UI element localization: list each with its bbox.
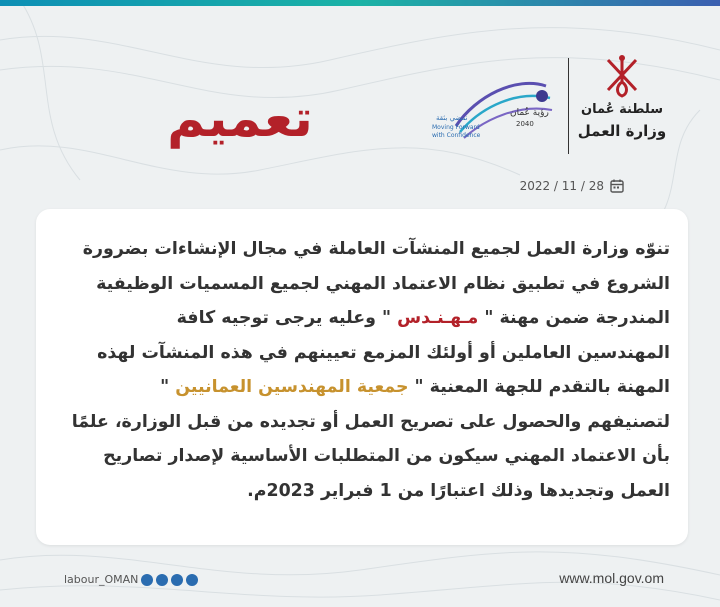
body-fragment: المندرجة ضمن مهنة " [484,308,670,328]
announcement-body [54,232,670,532]
facebook-icon[interactable] [141,574,153,586]
calendar-icon [610,179,624,193]
body-line [54,370,670,405]
date-row [520,177,624,195]
header-logos [432,46,672,166]
youtube-icon[interactable] [186,574,198,586]
twitter-icon[interactable] [171,574,183,586]
social-handle[interactable]: labour_OMAN [64,573,139,586]
ministry-arabic-line2: وزارة العمل [577,122,667,140]
moving-en-label-1: Moving Forward [432,124,480,131]
website-link[interactable]: www.mol.gov.om [559,570,664,586]
body-fragment: " [160,377,170,397]
vision-arabic-label: رؤية عُمان [510,108,549,118]
body-line [54,301,670,336]
body-fragment: " وعليه يرجى توجيه كافة [176,308,392,328]
date-text: 2022 / 11 / 28 [519,179,604,193]
moving-en-label-2: with Confidence [432,132,481,139]
society-highlight: جمعية المهندسين العمانيين [169,377,415,397]
moving-arabic-label: نمضي بثقة [436,114,468,122]
instagram-icon[interactable] [156,574,168,586]
body-line: الشروع في تطبيق نظام الاعتماد المهني لجميع المسميات الوظيفية [96,273,670,294]
social-footer [64,573,198,586]
vision-year-label: 2040 [516,120,534,128]
khanjar-emblem-icon [602,52,642,98]
body-line: لتصنيفهم والحصول على تصريح العمل أو تجديده من قبل الوزارة، علمًا [71,411,670,432]
page-title: تعميم [167,89,313,149]
body-fragment: المهنة بالتقدم للجهة المعنية " [414,377,670,397]
body-line: المهندسين العاملين أو أولئك المزمع تعيينهم في هذه المنشآت لهذه [97,342,670,363]
body-line: بأن الاعتماد المهني سيكون من المتطلبات الأساسية لإصدار تصاريح [103,446,670,466]
body-line: تنوّه وزارة العمل لجميع المنشآت العاملة في مجال الإنشاءات بضرورة [82,239,670,259]
body-line: العمل وتجديدها وذلك اعتبارًا من 1 فبراير 2023م. [247,480,670,501]
profession-highlight: مـهـنـدس [391,308,485,328]
logo-divider [568,58,569,154]
top-accent-bar [0,0,720,6]
ministry-arabic-line1: سلطنة عُمان [580,102,664,117]
